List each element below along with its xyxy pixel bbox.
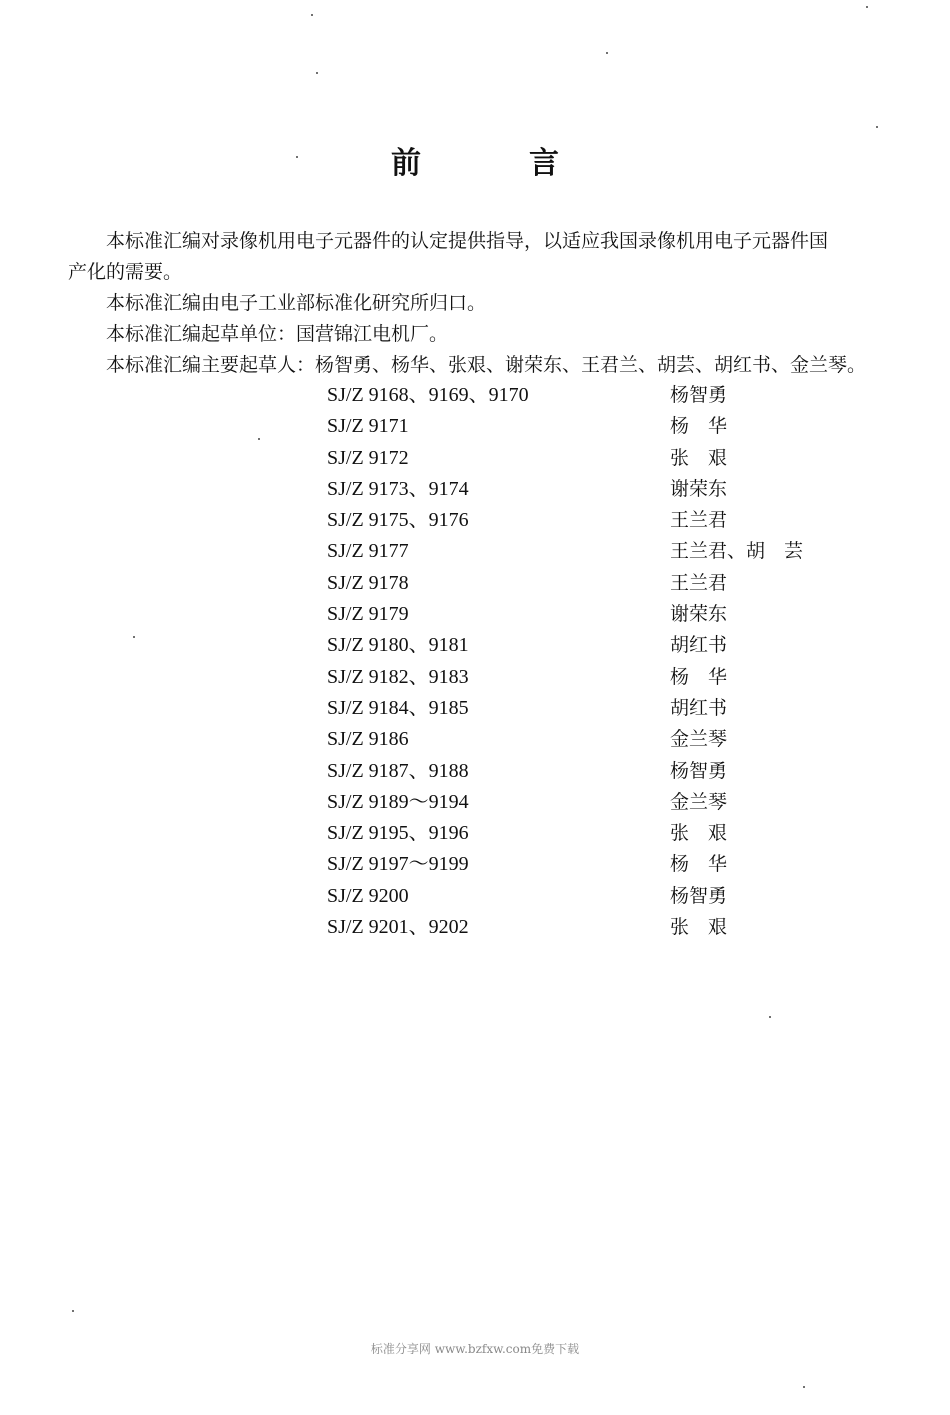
scan-speck: [311, 14, 313, 16]
standard-number: SJ/Z 9189～9194: [327, 790, 469, 813]
drafter-name: 王兰君、胡 芸: [670, 540, 804, 563]
drafter-name: 杨 华: [670, 665, 728, 688]
drafter-list: [327, 380, 847, 943]
scan-speck: [258, 438, 260, 440]
scan-speck: [876, 126, 878, 128]
title-char-2: 言: [529, 146, 559, 181]
paragraph-drafting-unit: 本标准汇编起草单位：国营锦江电机厂。: [106, 323, 449, 345]
standard-number: SJ/Z 9172: [327, 446, 409, 469]
drafter-name: 张 艰: [670, 822, 728, 845]
list-item: [327, 536, 847, 567]
standard-number: SJ/Z 9184、9185: [327, 696, 469, 719]
list-item: [327, 724, 847, 755]
list-item: [327, 756, 847, 787]
drafter-name: 杨智勇: [670, 384, 728, 406]
scan-speck: [606, 52, 608, 54]
paragraph-main-drafters: 本标准汇编主要起草人：杨智勇、杨华、张艰、谢荣东、王君兰、胡芸、胡红书、金兰琴。: [106, 354, 867, 376]
standard-number: SJ/Z 9180、9181: [327, 634, 469, 657]
list-item: [327, 818, 847, 849]
list-item: [327, 599, 847, 630]
drafter-name: 杨 华: [670, 415, 728, 438]
standard-number: SJ/Z 9182、9183: [327, 665, 469, 688]
paragraph-responsible-unit: 本标准汇编由电子工业部标准化研究所归口。: [106, 292, 487, 314]
footer-watermark: 标准分享网 www.bzfxw.com免费下载: [370, 1342, 580, 1356]
standard-number: SJ/Z 9175、9176: [327, 509, 469, 532]
standard-number: SJ/Z 9195、9196: [327, 822, 469, 845]
scan-speck: [296, 156, 298, 158]
standard-number: SJ/Z 9171: [327, 415, 409, 438]
standard-number: SJ/Z 9200: [327, 884, 409, 907]
drafter-name: 谢荣东: [670, 477, 728, 500]
drafter-name: 杨智勇: [670, 884, 728, 907]
page-title: [0, 138, 950, 182]
drafter-name: 王兰君: [670, 571, 728, 594]
list-item: [327, 411, 847, 442]
list-item: [327, 912, 847, 943]
drafter-name: 杨智勇: [670, 759, 728, 782]
drafter-name: 张 艰: [670, 916, 728, 939]
list-item: [327, 662, 847, 693]
drafter-name: 谢荣东: [670, 603, 728, 626]
drafter-name: 张 艰: [670, 446, 728, 469]
list-item: [327, 568, 847, 599]
list-item: [327, 474, 847, 505]
paragraph-purpose-line-2: 产化的需要。: [68, 261, 183, 283]
standard-number: SJ/Z 9201、9202: [327, 916, 469, 939]
drafter-name: 金兰琴: [670, 728, 728, 751]
standard-number: SJ/Z 9177: [327, 540, 409, 563]
list-item: [327, 787, 847, 818]
scan-speck: [866, 6, 868, 8]
title-char-1: 前: [391, 146, 421, 181]
standard-number: SJ/Z 9178: [327, 571, 409, 594]
standard-number: SJ/Z 9187、9188: [327, 759, 469, 782]
list-item: [327, 630, 847, 661]
paragraph-purpose-line-1: 本标准汇编对录像机用电子元器件的认定提供指导，以适应我国录像机用电子元器件国: [106, 230, 829, 252]
drafter-name: 王兰君: [670, 509, 728, 532]
drafter-name: 金兰琴: [670, 790, 728, 813]
drafter-name: 胡红书: [670, 634, 728, 657]
standard-number: SJ/Z 9168、9169、9170: [327, 384, 529, 406]
standard-number: SJ/Z 9173、9174: [327, 477, 469, 500]
list-item: [327, 849, 847, 880]
drafter-name: 杨 华: [670, 853, 728, 876]
standard-number: SJ/Z 9197～9199: [327, 853, 469, 876]
scan-speck: [316, 72, 318, 74]
list-item: [327, 881, 847, 912]
standard-number: SJ/Z 9179: [327, 603, 409, 626]
scan-speck: [769, 1016, 771, 1018]
scan-speck: [72, 1310, 74, 1312]
list-item: [327, 443, 847, 474]
scan-speck: [133, 636, 135, 638]
standard-number: SJ/Z 9186: [327, 728, 409, 751]
scan-speck: [803, 1386, 805, 1388]
list-item: [327, 505, 847, 536]
drafter-name: 胡红书: [670, 696, 728, 719]
list-item: [327, 693, 847, 724]
list-item: [327, 380, 847, 411]
